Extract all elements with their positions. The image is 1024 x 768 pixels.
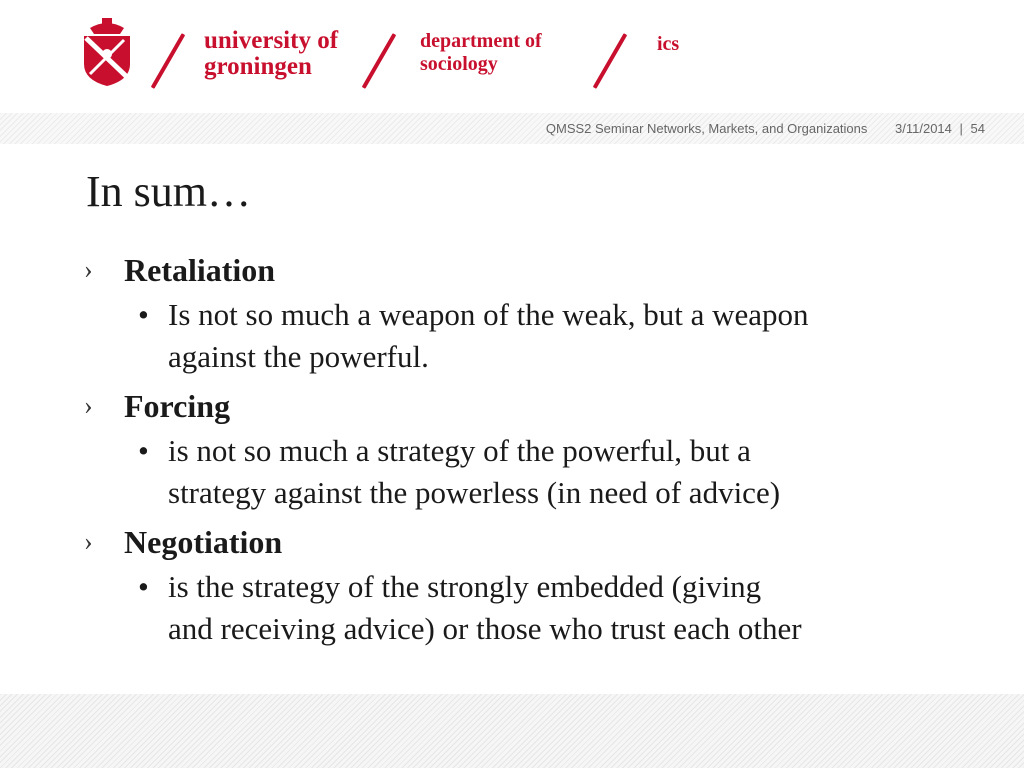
bullet-heading: › Retaliation — [84, 246, 994, 294]
slide-date: 3/11/2014 — [895, 121, 952, 136]
slide-title: In sum… — [86, 167, 251, 216]
dot-bullet-icon: • — [138, 569, 149, 604]
chevron-bullet-icon: › — [84, 255, 93, 284]
dot-bullet-icon: • — [138, 297, 149, 332]
chevron-bullet-icon: › — [84, 527, 93, 556]
sub-bullet: • Is not so much a weapon of the weak, but a weapon against the powerful. — [84, 294, 994, 378]
bullet-heading: › Negotiation — [84, 518, 994, 566]
footer-band — [0, 694, 1024, 768]
slide-content — [84, 246, 994, 654]
sub-bullet: • is the strategy of the strongly embedded (giving and receiving advice) or those who trust each other — [84, 566, 994, 650]
sub-bullet: • is not so much a strategy of the powerful, but a strategy against the powerless (in need of advice) — [84, 430, 994, 514]
divider-slash — [593, 33, 627, 89]
chevron-bullet-icon: › — [84, 391, 93, 420]
slide-meta — [546, 121, 985, 136]
dot-bullet-icon: • — [138, 433, 149, 468]
university-crest-icon — [80, 14, 134, 88]
divider-slash — [362, 33, 396, 89]
institute-name: ics — [657, 33, 680, 55]
slide-header — [0, 0, 1024, 112]
bullet-heading: › Forcing — [84, 382, 994, 430]
university-name: university of groningen — [204, 27, 339, 80]
department-name: department of sociology — [420, 30, 542, 75]
divider-slash — [151, 33, 185, 89]
page-number: 54 — [970, 121, 985, 136]
meta-separator: | — [959, 121, 963, 136]
seminar-title: QMSS2 Seminar Networks, Markets, and Organizations — [545, 121, 868, 136]
